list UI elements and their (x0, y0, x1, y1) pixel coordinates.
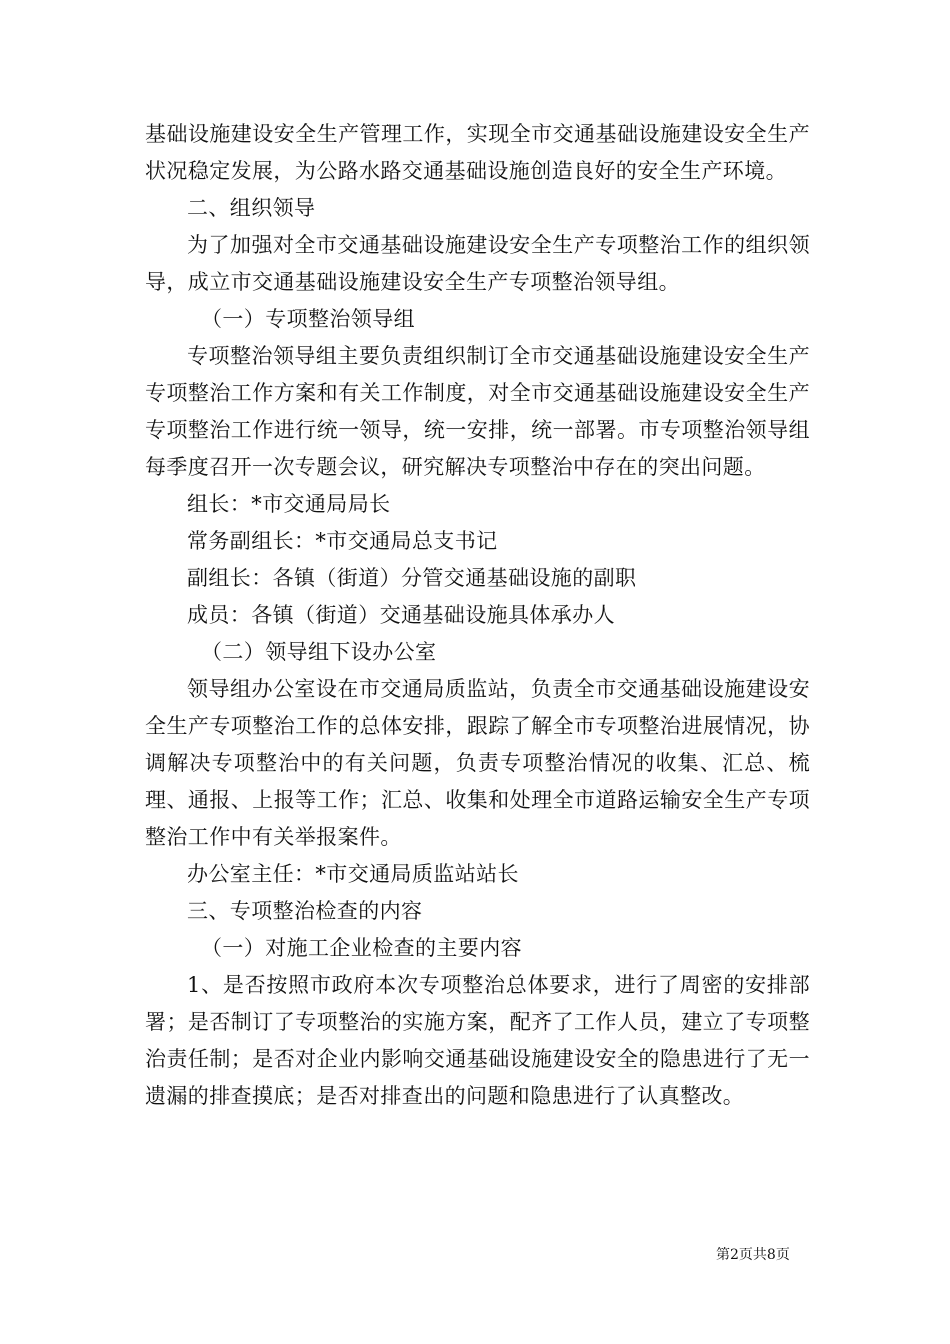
subheading-leadership-group: （一）专项整治领导组 (201, 307, 415, 331)
heading-inspection-content: 三、专项整治检查的内容 (187, 899, 423, 923)
paragraph-inspection-item-1: 1、是否按照市政府本次专项整治总体要求，进行了周密的安排部署；是否制订了专项整治的实施方案，配齐了工作人员，建立了专项整治责任制；是否对企业内影响交通基础设施建设安全的隐患进行了无一遗漏的排查摸底；是否对排查出的问题和隐患进行了认真整改。 (145, 973, 810, 1108)
member-deputy-leader: 副组长：各镇（街道）分管交通基础设施的副职 (187, 566, 637, 590)
paragraph-leadership-group-duties: 专项整治领导组主要负责组织制订全市交通基础设施建设安全生产专项整治工作方案和有关工作制度，对全市交通基础设施建设安全生产专项整治工作进行统一领导，统一安排，统一部署。市专项整治领导组每季度召开一次专题会议，研究解决专项整治中存在的突出问题。 (145, 344, 810, 479)
subheading-office: （二）领导组下设办公室 (201, 640, 437, 664)
member-office-director: 办公室主任：*市交通局质监站站长 (187, 862, 519, 886)
paragraph-office-duties: 领导组办公室设在市交通局质监站，负责全市交通基础设施建设安全生产专项整治工作的总体安排，跟踪了解全市专项整治进展情况，协调解决专项整治中的有关问题，负责专项整治情况的收集、汇总、梳理、通报、上报等工作；汇总、收集和处理全市道路运输安全生产专项整治工作中有关举报案件。 (145, 677, 810, 849)
member-executive-deputy-leader: 常务副组长：*市交通局总支书记 (187, 529, 498, 553)
member-group-leader: 组长：*市交通局局长 (187, 492, 391, 516)
member-members: 成员：各镇（街道）交通基础设施具体承办人 (187, 603, 615, 627)
document-body (145, 116, 810, 1115)
paragraph-intro-continuation: 基础设施建设安全生产管理工作，实现全市交通基础设施建设安全生产状况稳定发展，为公路水路交通基础设施创造良好的安全生产环境。 (145, 122, 810, 183)
subheading-construction-company-inspection: （一）对施工企业检查的主要内容 (201, 936, 522, 960)
heading-organization-leadership: 二、组织领导 (187, 196, 316, 220)
page-number-footer: 第2页共8页 (716, 1247, 790, 1263)
paragraph-leadership-purpose: 为了加强对全市交通基础设施建设安全生产专项整治工作的组织领导，成立市交通基础设施建设安全生产专项整治领导组。 (145, 233, 810, 294)
